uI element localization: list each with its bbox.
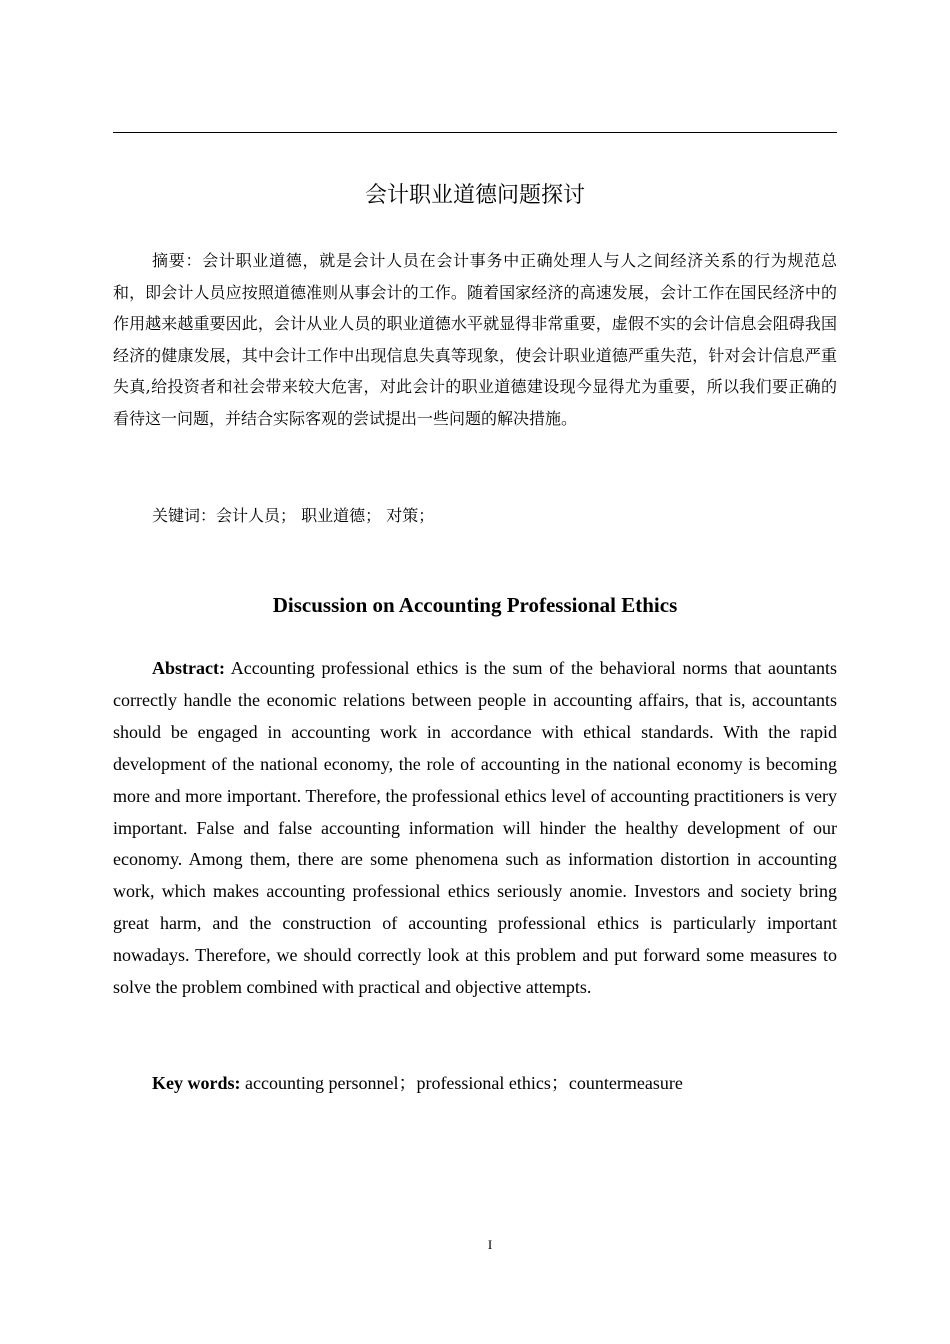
chinese-abstract-text: 会计职业道德，就是会计人员在会计事务中正确处理人与人之间经济关系的行为规范总和，即会计人员应按照道德准则从事会计的工作。随着国家经济的高速发展，会计工作在国民经济中的作用越来越重要因此，会计从业人员的职业道德水平就显得非常重要，虚假不实的会计信息会阻碍我国经济的健康发展，其中会计工作中出现信息失真等现象，使会计职业道德严重失范，针对会计信息严重失真,给投资者和社会带来较大危害，对此会计的职业道德建设现今显得尤为重要，所以我们要正确的看待这一问题，并结合实际客观的尝试提出一些问题的解决措施。 [113, 251, 837, 428]
chinese-keywords [152, 500, 837, 532]
english-keywords-label: Key words: [152, 1073, 241, 1093]
chinese-keywords-text: 会计人员； 职业道德； 对策； [216, 506, 435, 525]
english-keywords [152, 1068, 837, 1100]
chinese-keywords-label: 关键词： [152, 506, 217, 525]
chinese-abstract [113, 245, 837, 434]
chinese-title: 会计职业道德问题探讨 [364, 183, 585, 208]
english-keywords-text: accounting personnel；professional ethics；countermeasure [240, 1073, 683, 1093]
header-rule [113, 132, 837, 133]
english-title: Discussion on Accounting Professional Ethics [272, 593, 678, 617]
english-abstract-label: Abstract: [152, 658, 225, 678]
english-abstract [113, 653, 837, 1004]
page-number: I [487, 1237, 493, 1252]
english-abstract-text: Accounting professional ethics is the sum of the behavioral norms that aountants correctly handle the economic relations between people in accounting affairs, that is, accountants should be engaged in accounting work in accordance with ethical standards. With the rapid development of the national economy, the role of accounting in the national economy is becoming more and more important. Therefore, the professional ethics level of accounting practitioners is very important. False and false accounting information will hinder the healthy development of our economy. Among them, there are some phenomena such as information distortion in accounting work, which makes accounting professional ethics seriously anomie. Investors and society bring great harm, and the construction of accounting professional ethics is particularly important nowadays. Therefore, we should correctly look at this problem and put forward some measures to solve the problem combined with practical and objective attempts. [113, 658, 837, 998]
chinese-abstract-label: 摘要： [152, 251, 203, 270]
